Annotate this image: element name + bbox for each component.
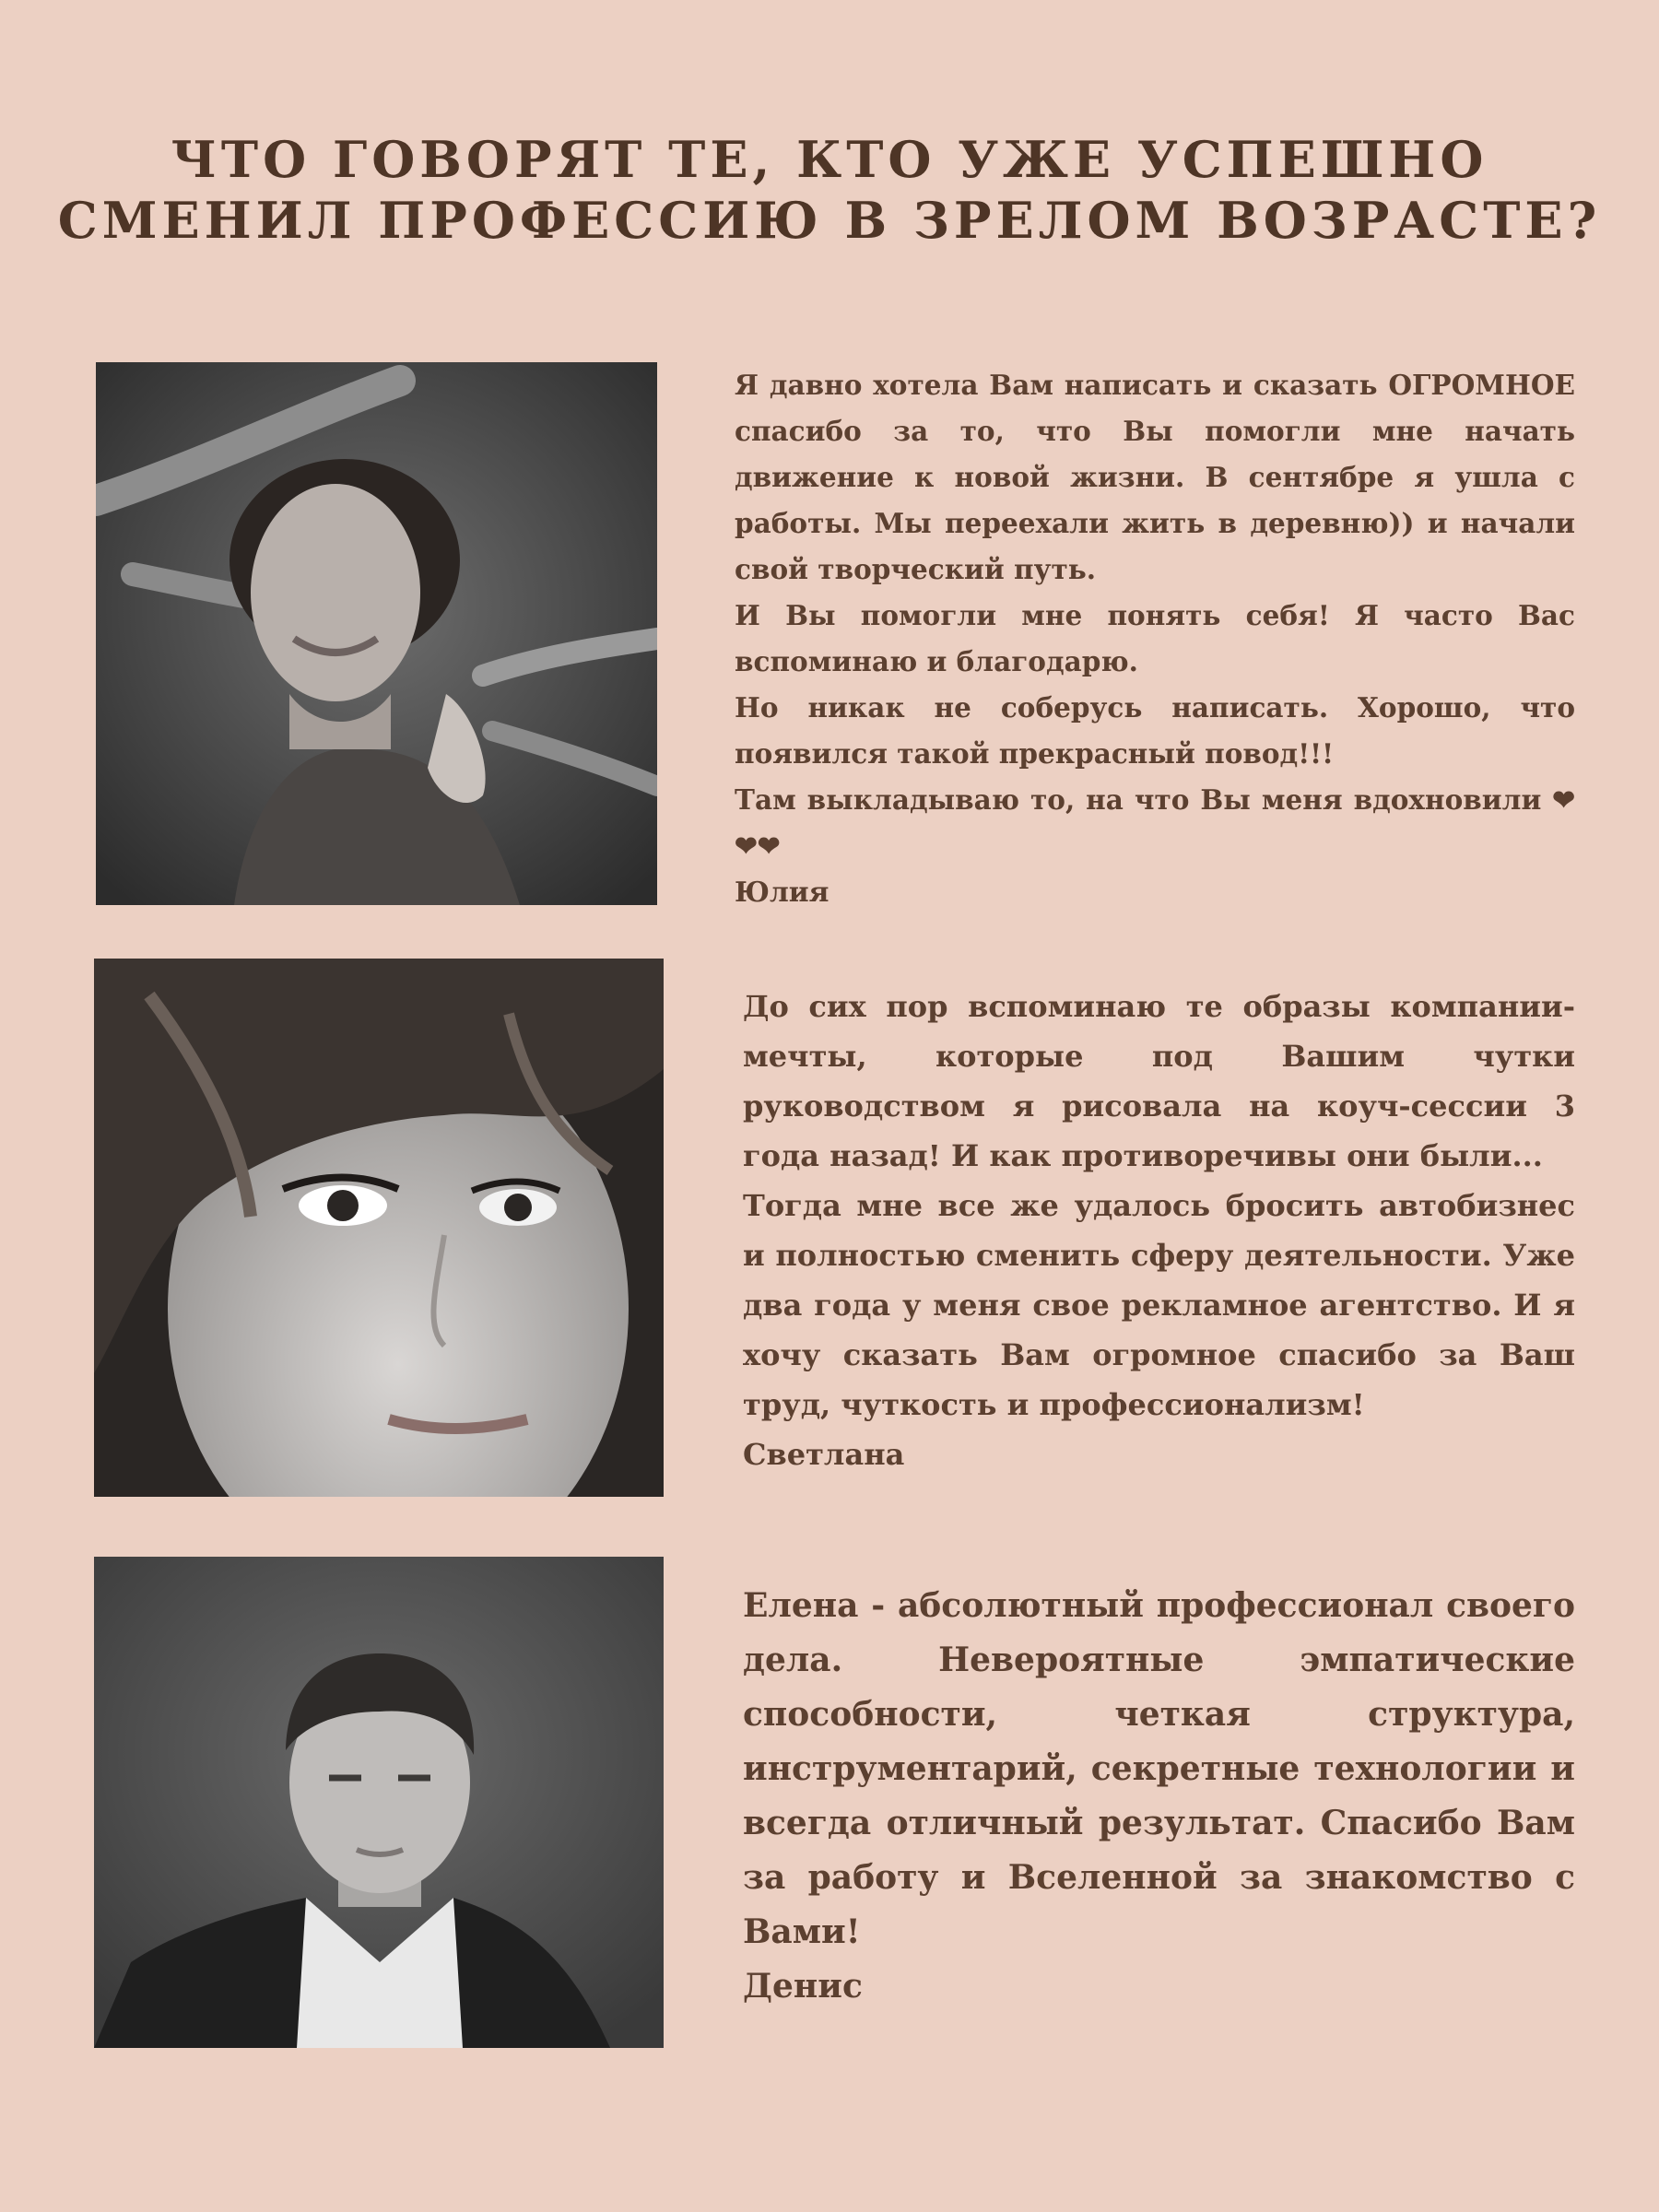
testimonial-paragraph: Тогда мне все же удалось бросить автобизнес и полностью сменить сферу деятельности. Уже два года у меня свое рекламное агентство. И я хочу сказать Вам огромное спасибо за Ваш труд, чуткость и профессионализм! bbox=[743, 1188, 1575, 1422]
testimonial-author: Юлия bbox=[735, 876, 830, 908]
testimonial-paragraph: Но никак не соберусь написать. Хорошо, что появился такой прекрасный повод!!! bbox=[735, 691, 1575, 770]
testimonial-text-1 bbox=[735, 362, 1575, 915]
testimonial-photo-woman-smiling bbox=[96, 362, 657, 905]
page-title-line-1: ЧТО ГОВОРЯТ ТЕ, КТО УЖЕ УСПЕШНО bbox=[171, 130, 1488, 189]
testimonial-author: Денис bbox=[743, 1967, 863, 2006]
testimonial-paragraph: И Вы помогли мне понять себя! Я часто Вас вспоминаю и благодарю. bbox=[735, 599, 1575, 677]
page-title bbox=[0, 129, 1659, 251]
page-title-line-2: СМЕНИЛ ПРОФЕССИЮ В ЗРЕЛОМ ВОЗРАСТЕ? bbox=[57, 191, 1602, 250]
testimonial-text-2 bbox=[743, 982, 1575, 1479]
testimonial-paragraph: Я давно хотела Вам написать и сказать ОГРОМНОЕ спасибо за то, что Вы помогли мне начать движение к новой жизни. В сентябре я ушла с работы. Мы переехали жить в деревню)) и начали свой творческий путь. bbox=[735, 369, 1575, 585]
testimonial-paragraph: Елена - абсолютный профессионал своего дела. Невероятные эмпатические способности, четкая структура, инструментарий, секретные технологии и всегда отличный результат. Спасибо Вам за работу и Вселенной за знакомство с Вами! bbox=[743, 1586, 1575, 1951]
testimonial-text-3 bbox=[743, 1579, 1575, 2014]
testimonial-paragraph: До сих пор вспоминаю те образы компании-мечты, которые под Вашим чутки руководством я рисовала на коуч-сессии 3 года назад! И как противоречивы они были... bbox=[743, 989, 1575, 1173]
testimonial-author: Светлана bbox=[743, 1437, 905, 1472]
testimonial-paragraph: Там выкладываю то, на что Вы меня вдохновили ❤ ❤❤ bbox=[735, 783, 1575, 862]
testimonial-photo-woman-closeup bbox=[94, 959, 664, 1497]
testimonial-photo-man-portrait bbox=[94, 1557, 664, 2048]
